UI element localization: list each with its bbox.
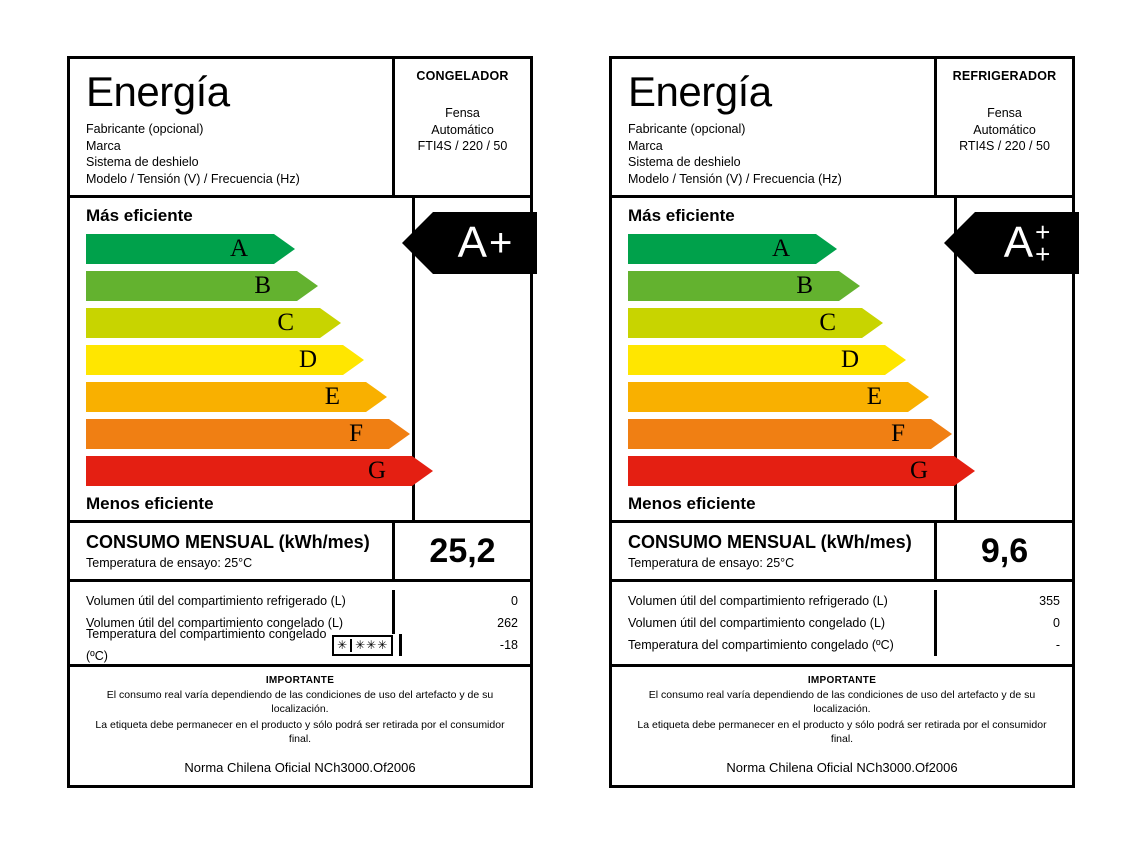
class-bar-a: A bbox=[86, 234, 274, 264]
rating-plus-bottom: + bbox=[1035, 239, 1051, 269]
temperature-value-frozen: - bbox=[934, 634, 1072, 656]
consumption-title: CONSUMO MENSUAL (kWh/mes) bbox=[628, 532, 912, 552]
rating-arrow bbox=[975, 212, 1079, 274]
less-efficient-label: Menos eficiente bbox=[628, 494, 756, 513]
class-bars bbox=[612, 232, 954, 488]
class-bar-d: D bbox=[628, 345, 885, 375]
info-line-defrost: Sistema de deshielo bbox=[628, 155, 741, 169]
more-efficient-label: Más eficiente bbox=[86, 206, 193, 225]
class-bar-c: C bbox=[86, 308, 320, 338]
volume-value-frozen: 0 bbox=[934, 612, 1072, 634]
rating-letter: A bbox=[1003, 218, 1034, 267]
label-footer bbox=[70, 667, 530, 785]
consumption-title: CONSUMO MENSUAL (kWh/mes) bbox=[86, 532, 370, 552]
class-bar-row bbox=[86, 343, 412, 377]
footer-standard: Norma Chilena Oficial NCh3000.Of2006 bbox=[184, 760, 416, 775]
class-bar-row bbox=[628, 380, 954, 414]
class-bar-f: F bbox=[628, 419, 931, 449]
value-defrost: Automático bbox=[431, 122, 494, 137]
consumption-left bbox=[612, 523, 934, 579]
class-bar-row bbox=[86, 454, 412, 488]
class-bar-g: G bbox=[628, 456, 954, 486]
info-line-manufacturer: Fabricante (opcional) bbox=[86, 122, 204, 136]
class-bar-row bbox=[86, 380, 412, 414]
header-left bbox=[612, 59, 934, 195]
header-info-lines bbox=[86, 121, 382, 187]
star-rating-icon bbox=[332, 635, 393, 656]
info-line-brand: Marca bbox=[86, 138, 121, 153]
volume-label-refrigerated: Volumen útil del compartimiento refrigerado (L) bbox=[628, 594, 888, 608]
rating-plus-stack bbox=[1035, 217, 1051, 269]
value-model: FTI4S / 220 / 50 bbox=[417, 139, 508, 153]
header-right bbox=[934, 59, 1072, 195]
scale-bars-area bbox=[70, 198, 412, 520]
volumes-section bbox=[70, 582, 530, 667]
rating-text bbox=[457, 218, 513, 267]
value-defrost: Automático bbox=[973, 122, 1036, 137]
energy-label-card-2 bbox=[593, 40, 1089, 812]
consumption-left bbox=[70, 523, 392, 579]
volume-value-frozen: 262 bbox=[392, 612, 530, 634]
temperature-label-frozen: Temperatura del compartimiento congelado (ºC) bbox=[628, 638, 894, 652]
class-bars bbox=[70, 232, 412, 488]
scale-bars-area bbox=[612, 198, 954, 520]
volume-value-refrigerated: 0 bbox=[392, 590, 530, 612]
device-type: CONGELADOR bbox=[416, 69, 509, 83]
info-line-defrost: Sistema de deshielo bbox=[86, 155, 199, 169]
class-bar-f: F bbox=[86, 419, 389, 449]
temperature-value-frozen: -18 bbox=[399, 634, 530, 656]
class-bar-e: E bbox=[628, 382, 908, 412]
energy-label-card-1 bbox=[51, 40, 547, 812]
volume-label-frozen: Volumen útil del compartimiento congelado (L) bbox=[86, 616, 344, 630]
class-bar-b: B bbox=[628, 271, 839, 301]
footer-standard: Norma Chilena Oficial NCh3000.Of2006 bbox=[726, 760, 958, 775]
temperature-label-frozen bbox=[70, 623, 399, 667]
consumption-value: 25,2 bbox=[429, 531, 496, 570]
info-line-manufacturer: Fabricante (opcional) bbox=[628, 122, 746, 136]
volumes-section bbox=[612, 582, 1072, 667]
star-three-icon: ✳✳✳ bbox=[350, 639, 391, 652]
consumption-section bbox=[70, 523, 530, 582]
class-bar-d: D bbox=[86, 345, 343, 375]
header-values bbox=[945, 105, 1064, 155]
class-bar-c: C bbox=[628, 308, 862, 338]
class-bar-e: E bbox=[86, 382, 366, 412]
volume-label-refrigerated: Volumen útil del compartimiento refrigerado (L) bbox=[86, 594, 346, 608]
header-values bbox=[403, 105, 522, 155]
footer-important-heading: IMPORTANTE bbox=[807, 675, 877, 686]
temperature-label-text: Temperatura del compartimiento congelado (ºC) bbox=[86, 627, 327, 663]
class-bar-row bbox=[86, 232, 412, 266]
class-bar-row bbox=[628, 343, 954, 377]
device-type: REFRIGERADOR bbox=[952, 69, 1057, 83]
value-brand: Fensa bbox=[445, 106, 480, 120]
volume-row bbox=[612, 612, 1072, 634]
header-right bbox=[392, 59, 530, 195]
volume-row bbox=[70, 627, 530, 663]
label-header bbox=[612, 59, 1072, 198]
volume-value-refrigerated: 355 bbox=[934, 590, 1072, 612]
footer-line-1: El consumo real varía dependiendo de las condiciones de uso del artefacto y de su localización. bbox=[106, 689, 494, 715]
class-bar-g: G bbox=[86, 456, 412, 486]
info-line-model: Modelo / Tensión (V) / Frecuencia (Hz) bbox=[628, 171, 842, 186]
efficiency-scale bbox=[70, 198, 530, 523]
label-header bbox=[70, 59, 530, 198]
more-efficient-label: Más eficiente bbox=[628, 206, 735, 225]
star-one-icon: ✳ bbox=[337, 637, 348, 652]
class-bar-row bbox=[628, 269, 954, 303]
class-bar-a: A bbox=[628, 234, 816, 264]
consumption-subtitle: Temperatura de ensayo: 25°C bbox=[86, 556, 253, 570]
header-left bbox=[70, 59, 392, 195]
consumption-subtitle: Temperatura de ensayo: 25°C bbox=[628, 556, 795, 570]
volume-label-frozen: Volumen útil del compartimiento congelado (L) bbox=[628, 616, 886, 630]
rating-plus: + bbox=[489, 221, 513, 265]
rating-letter: A bbox=[457, 218, 487, 267]
class-bar-row bbox=[86, 306, 412, 340]
rating-text bbox=[1003, 217, 1051, 269]
rating-arrow bbox=[433, 212, 537, 274]
efficiency-scale bbox=[612, 198, 1072, 523]
footer-line-2: La etiqueta debe permanecer en el producto y sólo podrá ser retirada por el consumidor final. bbox=[95, 719, 505, 745]
footer-line-2: La etiqueta debe permanecer en el producto y sólo podrá ser retirada por el consumidor final. bbox=[637, 719, 1047, 745]
consumption-right bbox=[934, 523, 1072, 579]
rating-plus-top: + bbox=[1035, 217, 1051, 247]
class-bar-row bbox=[628, 306, 954, 340]
consumption-value: 9,6 bbox=[980, 531, 1029, 570]
info-line-brand: Marca bbox=[628, 138, 663, 153]
volume-row bbox=[612, 634, 1072, 656]
volume-row bbox=[612, 590, 1072, 612]
page-title: Energía bbox=[628, 68, 772, 115]
class-bar-b: B bbox=[86, 271, 297, 301]
header-info-lines bbox=[628, 121, 924, 187]
footer-line-1: El consumo real varía dependiendo de las condiciones de uso del artefacto y de su localización. bbox=[648, 689, 1036, 715]
energy-label-2 bbox=[609, 56, 1075, 788]
less-efficient-label: Menos eficiente bbox=[86, 494, 214, 513]
class-bar-row bbox=[86, 417, 412, 451]
volume-row bbox=[70, 590, 530, 612]
class-bar-row bbox=[628, 232, 954, 266]
class-bar-row bbox=[628, 417, 954, 451]
class-bar-row bbox=[628, 454, 954, 488]
value-brand: Fensa bbox=[987, 106, 1022, 120]
footer-important-heading: IMPORTANTE bbox=[265, 675, 335, 686]
value-model: RTI4S / 220 / 50 bbox=[959, 139, 1050, 153]
page-title: Energía bbox=[86, 68, 230, 115]
consumption-right bbox=[392, 523, 530, 579]
consumption-section bbox=[612, 523, 1072, 582]
class-bar-row bbox=[86, 269, 412, 303]
info-line-model: Modelo / Tensión (V) / Frecuencia (Hz) bbox=[86, 171, 300, 186]
label-footer bbox=[612, 667, 1072, 785]
energy-label-1 bbox=[67, 56, 533, 788]
